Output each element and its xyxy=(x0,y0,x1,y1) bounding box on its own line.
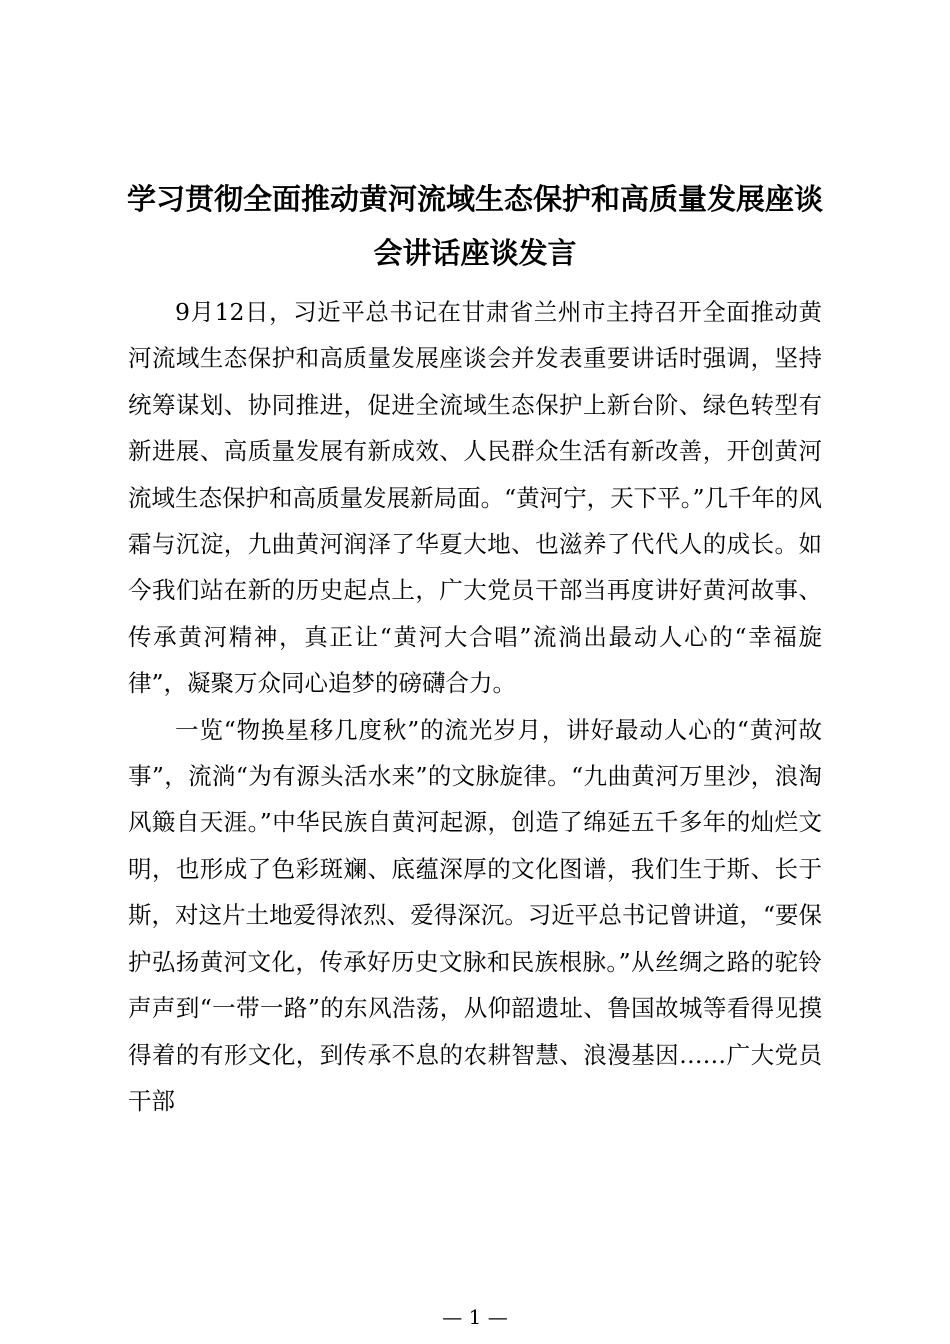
paragraph-2: 一览“物换星移几度秋”的流光岁月，讲好最动人心的“黄河故事”，流淌“为有源头活水来”的文脉旋律。“九曲黄河万里沙，浪淘风簸自天涯。”中华民族自黄河起源，创造了绵延五千多年的灿烂文明，也形成了色彩斑斓、底蕴深厚的文化图谱，我们生于斯、长于斯，对这片土地爱得浓烈、爱得深沉。习近平总书记曾讲道，“要保护弘扬黄河文化，传承好历史文脉和民族根脉。”从丝绸之路的驼铃声声到“一带一路”的东风浩荡，从仰韶遗址、鲁国故城等看得见摸得着的有形文化，到传承不息的农耕智慧、浪漫基因……广大党员干部 xyxy=(128,715,822,1115)
document-title: 学习贯彻全面推动黄河流域生态保护和高质量发展座谈会讲话座谈发言 xyxy=(126,182,823,270)
document-body xyxy=(128,289,822,1124)
paragraph-1: 9月12日，习近平总书记在甘肃省兰州市主持召开全面推动黄河流域生态保护和高质量发展座谈会并发表重要讲话时强调，坚持统筹谋划、协同推进，促进全流域生态保护上新台阶、绿色转型有新进展、高质量发展有新成效、人民群众生活有新改善，开创黄河流域生态保护和高质量发展新局面。“黄河宁，天下平。”几千年的风霜与沉淀，九曲黄河润泽了华夏大地、也滋养了代代人的成长。如今我们站在新的历史起点上，广大党员干部当再度讲好黄河故事、传承黄河精神，真正让“黄河大合唱”流淌出最动人心的“幸福旋律”，凝聚万众同心追梦的磅礴合力。 xyxy=(128,298,822,698)
page-number: — 1 — xyxy=(442,1305,508,1329)
